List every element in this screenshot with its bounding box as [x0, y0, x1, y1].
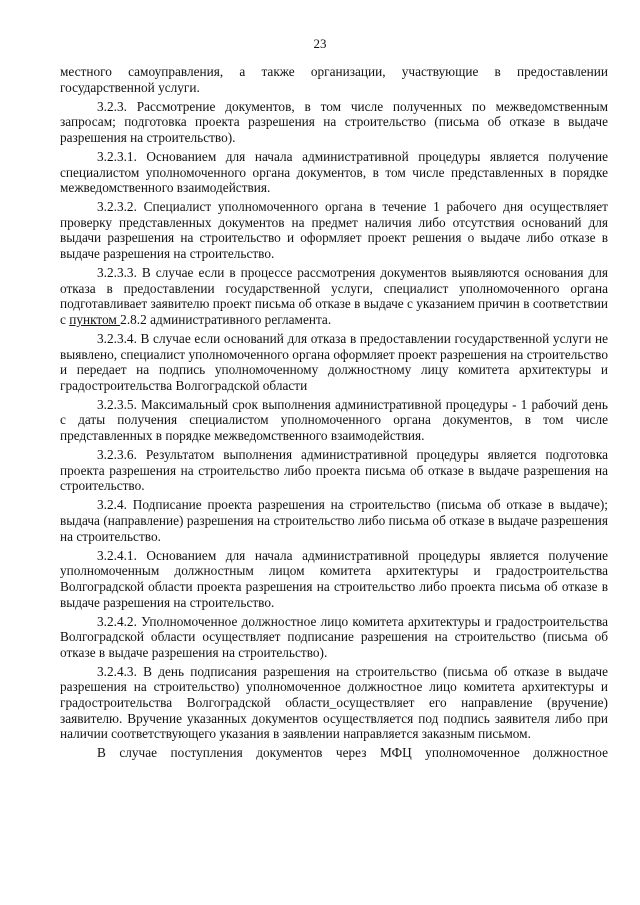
- paragraph: местного самоуправления, а также организации, участвующие в предоставлении государственной услуги.: [60, 64, 608, 95]
- paragraph-3-2-3-1: 3.2.3.1. Основанием для начала административной процедуры является получение специалистом уполномоченного органа документов, в том числе представленных в порядке межведомственного взаимодействия.: [60, 148, 608, 196]
- paragraph-mfc: В случае поступления документов через МФЦ уполномоченное должностное: [97, 745, 608, 761]
- paragraph-3-2-4-3: 3.2.4.3. В день подписания разрешения на строительство (письма об отказе в выдаче разрешения на строительство) уполномоченное должностное лицо комитета архитектуры и градостроительства Волгоградской области_осуществляет его направление (вручение) заявителю. Вручение указанных документов осуществляется под подпись заявителя либо при наличии соответствующего указания в заявлении направляется заказным письмом.: [60, 663, 608, 742]
- paragraph-3-2-3-3: [60, 265, 608, 327]
- paragraph-3-2-3-4: 3.2.3.4. В случае если оснований для отказа в предоставлении государственной услуги не выявлено, специалист уполномоченного органа оформляет проект разрешения на строительство и передает на подпись уполномоченному должностному лицу комитета архитектуры и градостроительства Волгоградской области: [60, 331, 608, 393]
- paragraph-text: 3.2.3.3. В случае если в процессе рассмотрения документов выявляются основания для отказа в предоставлении государственной услуги, специалист уполномоченного органа подготавливает заявителю проект письма об отказе в выдаче с указанием причин в соответствии с: [60, 265, 608, 327]
- document-body: [60, 64, 608, 764]
- page-number: 23: [313, 36, 327, 51]
- hyperlink-punkt[interactable]: пунктом: [69, 311, 121, 327]
- paragraph-3-2-3-5: 3.2.3.5. Максимальный срок выполнения административной процедуры - 1 рабочий день с даты получения специалистом уполномоченного органа документов, в том числе представленных в порядке межведомственного взаимодействия.: [60, 396, 608, 444]
- paragraph-3-2-3: 3.2.3. Рассмотрение документов, в том числе полученных по межведомственным запросам; подготовка проекта разрешения на строительство (письма об отказе в выдаче разрешения на строительство).: [60, 98, 608, 145]
- paragraph-text: 2.8.2 административного регламента.: [120, 311, 332, 327]
- paragraph-3-2-3-2: 3.2.3.2. Специалист уполномоченного органа в течение 1 рабочего дня осуществляет проверку представленных документов на предмет наличия либо отсутствия оснований для выдачи разрешения на строительство и оформляет проект решения о выдаче либо отказе в выдаче разрешения на строительство.: [60, 199, 608, 262]
- paragraph-3-2-3-6: 3.2.3.6. Результатом выполнения административной процедуры является подготовка проекта разрешения на строительство либо проекта письма об отказе в выдаче разрешения на строительство.: [60, 447, 608, 494]
- paragraph-3-2-4: 3.2.4. Подписание проекта разрешения на строительство (письма об отказе в выдаче); выдача (направление) разрешения на строительство либо письма об отказе в выдаче разрешения на строительство.: [60, 497, 608, 544]
- paragraph-3-2-4-2: 3.2.4.2. Уполномоченное должностное лицо комитета архитектуры и градостроительства Волгоградской области осуществляет подписание разрешения на строительство (письма об отказе в выдаче разрешения на строительство).: [60, 613, 608, 660]
- paragraph-3-2-4-1: 3.2.4.1. Основанием для начала административной процедуры является получение уполномоченным должностным лицом комитета архитектуры и градостроительства Волгоградской области проекта разрешения на строительство либо проекта письма об отказе в выдаче разрешения на строительство.: [60, 547, 608, 610]
